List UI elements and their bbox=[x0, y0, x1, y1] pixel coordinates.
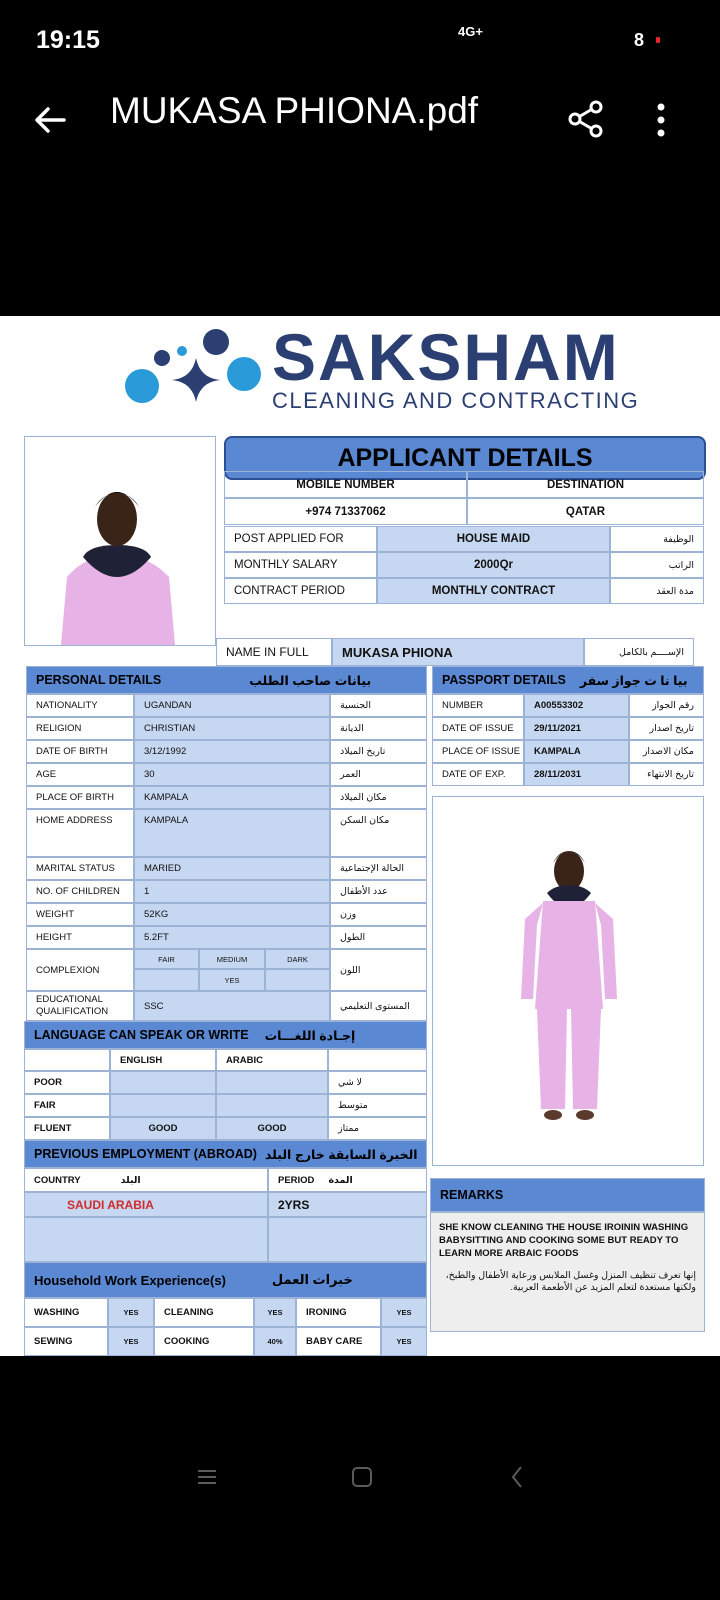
passport-value: 28/11/2031 bbox=[524, 763, 629, 786]
language-english-header: ENGLISH bbox=[110, 1049, 216, 1071]
remarks-text-ar: إنها تعرف تنظيف المنزل وغسل الملابس ورعاية الأطفال والطبخ، ولكنها مستعدة لتعلم المزيد عن الأطعمة العربية. bbox=[445, 1270, 696, 1293]
more-options-icon[interactable] bbox=[655, 102, 667, 138]
personal-value: 5.2FT bbox=[134, 926, 330, 949]
personal-label-ar: الحالة الإجتماعية bbox=[330, 857, 427, 880]
personal-label: AGE bbox=[26, 763, 134, 786]
share-icon[interactable] bbox=[568, 100, 604, 138]
passport-label-ar: رقم الجواز bbox=[629, 694, 704, 717]
remarks-header: REMARKS bbox=[430, 1178, 705, 1212]
brand-name: SAKSHAM bbox=[272, 320, 620, 394]
job-label: POST APPLIED FOR bbox=[224, 526, 377, 552]
language-level: FLUENT bbox=[24, 1117, 110, 1140]
passport-label: NUMBER bbox=[432, 694, 524, 717]
mobile-number-value: +974 71337062 bbox=[224, 498, 467, 525]
employment-country: SAUDI ARABIA bbox=[24, 1192, 268, 1217]
full-name-label-ar: الإســــم بالكامل bbox=[584, 638, 694, 666]
job-label: MONTHLY SALARY bbox=[224, 552, 377, 578]
personal-label: PLACE OF BIRTH bbox=[26, 786, 134, 809]
period-label: PERIOD bbox=[278, 1174, 315, 1186]
mobile-number-label: MOBILE NUMBER bbox=[224, 471, 467, 498]
section-title: Household Work Experience(s) bbox=[34, 1272, 226, 1288]
complexion-label: COMPLEXION bbox=[26, 949, 134, 991]
personal-label-ar: الطول bbox=[330, 926, 427, 949]
full-name-label: NAME IN FULL bbox=[216, 638, 332, 666]
section-title-ar: خبرات العمل bbox=[271, 1272, 353, 1287]
household-item-value: 40% bbox=[254, 1327, 296, 1356]
passport-details-header bbox=[432, 666, 704, 694]
complexion-label-ar: اللون bbox=[330, 949, 427, 991]
language-header bbox=[24, 1021, 427, 1049]
back-arrow-icon[interactable] bbox=[30, 100, 70, 140]
personal-value: 52KG bbox=[134, 903, 330, 926]
language-corner bbox=[24, 1049, 110, 1071]
job-label-ar: الوظيفة bbox=[610, 526, 704, 552]
household-header bbox=[24, 1262, 427, 1298]
country-header bbox=[24, 1168, 268, 1192]
employment-empty-row bbox=[24, 1217, 268, 1262]
brand-logo-icon bbox=[120, 324, 270, 414]
complexion-dark-value bbox=[265, 969, 330, 991]
household-item-label: SEWING bbox=[24, 1327, 108, 1356]
household-item-value: YES bbox=[381, 1298, 427, 1327]
passport-label-ar: مكان الاصدار bbox=[629, 740, 704, 763]
brand-tagline: CLEANING AND CONTRACTING bbox=[272, 388, 640, 413]
section-title: LANGUAGE CAN SPEAK OR WRITE bbox=[34, 1028, 249, 1042]
complexion-medium-value: YES bbox=[199, 969, 265, 991]
personal-value: CHRISTIAN bbox=[134, 717, 330, 740]
pdf-page bbox=[0, 316, 720, 1356]
job-label-ar: مدة العقد bbox=[610, 578, 704, 604]
person-portrait-icon bbox=[25, 437, 215, 645]
language-level: POOR bbox=[24, 1071, 110, 1094]
battery-level: 8 bbox=[634, 30, 645, 50]
personal-value: 1 bbox=[134, 880, 330, 903]
household-item-label: WASHING bbox=[24, 1298, 108, 1327]
passport-label: DATE OF ISSUE bbox=[432, 717, 524, 740]
applicant-photo bbox=[24, 436, 216, 646]
personal-label-ar: مكان السكن bbox=[330, 809, 427, 857]
personal-label-ar: مكان الميلاد bbox=[330, 786, 427, 809]
section-title: PASSPORT DETAILS bbox=[442, 673, 566, 687]
language-ar-corner bbox=[328, 1049, 427, 1071]
passport-label: DATE OF EXP. bbox=[432, 763, 524, 786]
arabic-level bbox=[216, 1071, 328, 1094]
home-icon[interactable] bbox=[352, 1467, 372, 1487]
personal-label: MARITAL STATUS bbox=[26, 857, 134, 880]
education-label: EDUCATIONAL QUALIFICATION bbox=[26, 991, 134, 1021]
household-item-value: YES bbox=[381, 1327, 427, 1356]
personal-label: WEIGHT bbox=[26, 903, 134, 926]
section-title-ar: إجـادة اللغـــات bbox=[264, 1028, 356, 1043]
education-value: SSC bbox=[134, 991, 330, 1021]
personal-label-ar: الديانة bbox=[330, 717, 427, 740]
passport-value: A00553302 bbox=[524, 694, 629, 717]
language-level-ar: متوسط bbox=[328, 1094, 427, 1117]
job-value: MONTHLY CONTRACT bbox=[377, 578, 610, 604]
english-level bbox=[110, 1071, 216, 1094]
battery-low-icon bbox=[656, 37, 660, 43]
personal-label-ar: عدد الأطفال bbox=[330, 880, 427, 903]
personal-label: HOME ADDRESS bbox=[26, 809, 134, 857]
household-item-label: COOKING bbox=[154, 1327, 254, 1356]
section-title-ar: الخبرة السابقة خارج البلد bbox=[264, 1147, 418, 1162]
complexion-medium: MEDIUM bbox=[199, 949, 265, 969]
personal-label-ar: العمر bbox=[330, 763, 427, 786]
passport-value: 29/11/2021 bbox=[524, 717, 629, 740]
household-item-label: BABY CARE bbox=[296, 1327, 381, 1356]
job-value: HOUSE MAID bbox=[377, 526, 610, 552]
english-level bbox=[110, 1094, 216, 1117]
country-label-ar: البلد bbox=[120, 1174, 141, 1186]
personal-value: 3/12/1992 bbox=[134, 740, 330, 763]
status-time: 19:15 bbox=[36, 26, 100, 54]
employment-header bbox=[24, 1140, 427, 1168]
passport-label: PLACE OF ISSUE bbox=[432, 740, 524, 763]
period-header bbox=[268, 1168, 427, 1192]
language-arabic-header: ARABIC bbox=[216, 1049, 328, 1071]
network-indicator: 4G+ bbox=[458, 24, 483, 39]
passport-label-ar: تاريخ الانتهاء bbox=[629, 763, 704, 786]
household-item-label: CLEANING bbox=[154, 1298, 254, 1327]
complexion-fair: FAIR bbox=[134, 949, 199, 969]
personal-value: KAMPALA bbox=[134, 786, 330, 809]
recent-apps-icon[interactable] bbox=[196, 1468, 218, 1486]
personal-label: RELIGION bbox=[26, 717, 134, 740]
passport-label-ar: تاريخ اصدار bbox=[629, 717, 704, 740]
household-item-value: YES bbox=[108, 1298, 154, 1327]
personal-label: NO. OF CHILDREN bbox=[26, 880, 134, 903]
personal-details-header bbox=[26, 666, 427, 694]
personal-label: NATIONALITY bbox=[26, 694, 134, 717]
full-body-photo bbox=[432, 796, 704, 1166]
destination-label: DESTINATION bbox=[467, 471, 704, 498]
country-label: COUNTRY bbox=[34, 1174, 81, 1186]
job-label-ar: الراتب bbox=[610, 552, 704, 578]
person-full-body-icon bbox=[437, 801, 701, 1163]
nav-back-icon[interactable] bbox=[510, 1464, 524, 1490]
household-item-value: YES bbox=[108, 1327, 154, 1356]
job-label: CONTRACT PERIOD bbox=[224, 578, 377, 604]
personal-label-ar: وزن bbox=[330, 903, 427, 926]
personal-label-ar: تاريخ الميلاد bbox=[330, 740, 427, 763]
personal-label: HEIGHT bbox=[26, 926, 134, 949]
remarks-text: SHE KNOW CLEANING THE HOUSE IROININ WASHING BABYSITTING AND COOKING SOME BUT READY TO LEARN MORE ARBAIC FOODS bbox=[439, 1222, 689, 1259]
arabic-level bbox=[216, 1094, 328, 1117]
passport-value: KAMPALA bbox=[524, 740, 629, 763]
complexion-fair-value bbox=[134, 969, 199, 991]
personal-value: UGANDAN bbox=[134, 694, 330, 717]
education-label-ar: المستوى التعليمي bbox=[330, 991, 427, 1021]
arabic-level: GOOD bbox=[216, 1117, 328, 1140]
language-level: FAIR bbox=[24, 1094, 110, 1117]
personal-label-ar: الجنسية bbox=[330, 694, 427, 717]
section-title-ar: بيانات صاحب الطلب bbox=[249, 673, 372, 688]
household-item-value: YES bbox=[254, 1298, 296, 1327]
language-level-ar: لا شي bbox=[328, 1071, 427, 1094]
language-level-ar: ممتاز bbox=[328, 1117, 427, 1140]
section-title: PREVIOUS EMPLOYMENT (ABROAD) bbox=[34, 1147, 257, 1161]
document-title: MUKASA PHIONA.pdf bbox=[110, 90, 479, 131]
employment-period: 2YRS bbox=[268, 1192, 427, 1217]
job-value: 2000Qr bbox=[377, 552, 610, 578]
section-title-ar: بيا نا ت جواز سفر bbox=[579, 673, 688, 688]
period-label-ar: المدة bbox=[328, 1174, 353, 1186]
destination-value: QATAR bbox=[467, 498, 704, 525]
page-heading: APPLICANT DETAILS bbox=[224, 436, 706, 480]
complexion-dark: DARK bbox=[265, 949, 330, 969]
personal-value: 30 bbox=[134, 763, 330, 786]
remarks-body bbox=[430, 1212, 705, 1332]
personal-value: KAMPALA bbox=[134, 809, 330, 857]
personal-label: DATE OF BIRTH bbox=[26, 740, 134, 763]
english-level: GOOD bbox=[110, 1117, 216, 1140]
employment-empty-row bbox=[268, 1217, 427, 1262]
full-name-value: MUKASA PHIONA bbox=[332, 638, 584, 666]
section-title: PERSONAL DETAILS bbox=[36, 673, 162, 687]
personal-value: MARIED bbox=[134, 857, 330, 880]
household-item-label: IRONING bbox=[296, 1298, 381, 1327]
